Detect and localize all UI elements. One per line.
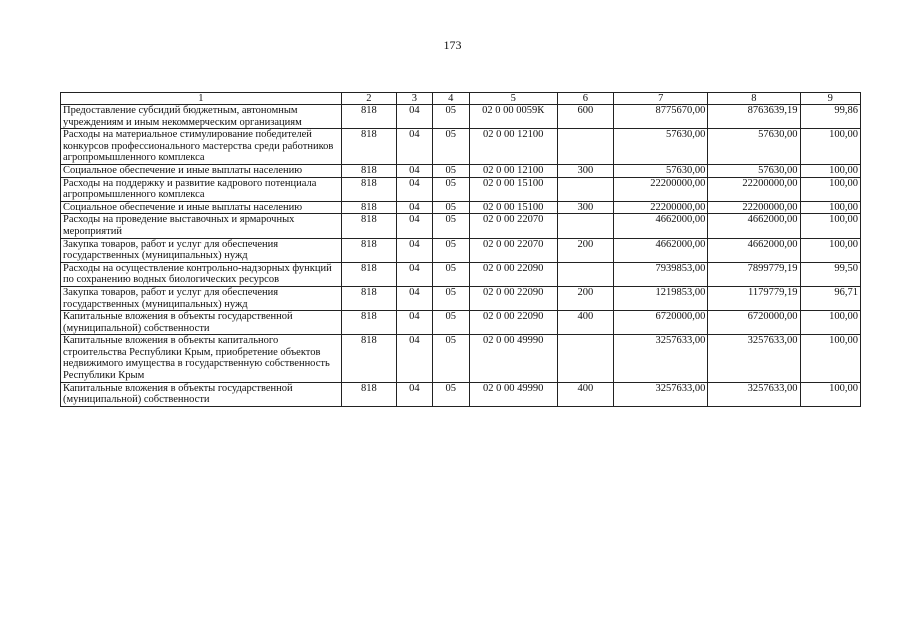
column-header-section: 3 — [396, 93, 432, 105]
table-row — [61, 238, 861, 262]
cell-target-article: 02 0 00 22090 — [469, 286, 557, 310]
column-header-expense-type: 6 — [557, 93, 613, 105]
cell-percent: 100,00 — [800, 164, 860, 177]
cell-executed: 3257633,00 — [708, 382, 800, 406]
table-row — [61, 382, 861, 406]
cell-target-article: 02 0 00 49990 — [469, 335, 557, 382]
cell-planned: 4662000,00 — [614, 214, 708, 238]
cell-percent: 100,00 — [800, 201, 860, 214]
cell-expense-type: 200 — [557, 238, 613, 262]
cell-percent: 100,00 — [800, 311, 860, 335]
cell-ministry-code: 818 — [341, 262, 396, 286]
column-header-subsection: 4 — [432, 93, 469, 105]
cell-subsection: 05 — [432, 105, 469, 129]
column-header-executed: 8 — [708, 93, 800, 105]
cell-planned: 4662000,00 — [614, 238, 708, 262]
table-row — [61, 201, 861, 214]
column-header-percent: 9 — [800, 93, 860, 105]
cell-name: Социальное обеспечение и иные выплаты населению — [61, 201, 342, 214]
cell-section: 04 — [396, 201, 432, 214]
cell-section: 04 — [396, 129, 432, 165]
cell-subsection: 05 — [432, 311, 469, 335]
cell-target-article: 02 0 00 22070 — [469, 238, 557, 262]
cell-target-article: 02 0 00 12100 — [469, 129, 557, 165]
cell-target-article: 02 0 00 15100 — [469, 201, 557, 214]
cell-section: 04 — [396, 177, 432, 201]
cell-ministry-code: 818 — [341, 129, 396, 165]
cell-subsection: 05 — [432, 382, 469, 406]
cell-subsection: 05 — [432, 262, 469, 286]
cell-percent: 100,00 — [800, 177, 860, 201]
column-header-planned: 7 — [614, 93, 708, 105]
cell-ministry-code: 818 — [341, 214, 396, 238]
cell-name: Расходы на материальное стимулирование победителей конкурсов профессионального мастерства среди работников агропромышленного комплекса — [61, 129, 342, 165]
page-number: 173 — [443, 38, 462, 52]
cell-executed: 22200000,00 — [708, 201, 800, 214]
cell-name: Капитальные вложения в объекты капитального строительства Республики Крым, приобретение объектов недвижимого имущества в государственную собственность Республики Крым — [61, 335, 342, 382]
table-row — [61, 129, 861, 165]
column-header-ministry-code: 2 — [341, 93, 396, 105]
cell-executed: 57630,00 — [708, 129, 800, 165]
cell-name: Закупка товаров, работ и услуг для обеспечения государственных (муниципальных) нужд — [61, 286, 342, 310]
cell-planned: 1219853,00 — [614, 286, 708, 310]
cell-percent: 100,00 — [800, 335, 860, 382]
cell-name: Социальное обеспечение и иные выплаты населению — [61, 164, 342, 177]
cell-percent: 100,00 — [800, 129, 860, 165]
cell-expense-type: 400 — [557, 382, 613, 406]
cell-ministry-code: 818 — [341, 335, 396, 382]
cell-expense-type — [557, 214, 613, 238]
cell-ministry-code: 818 — [341, 382, 396, 406]
cell-ministry-code: 818 — [341, 105, 396, 129]
cell-target-article: 02 0 00 22090 — [469, 311, 557, 335]
cell-executed: 7899779,19 — [708, 262, 800, 286]
cell-name: Расходы на поддержку и развитие кадрового потенциала агропромышленного комплекса — [61, 177, 342, 201]
cell-planned: 3257633,00 — [614, 382, 708, 406]
header-row — [61, 93, 861, 105]
cell-ministry-code: 818 — [341, 164, 396, 177]
cell-section: 04 — [396, 164, 432, 177]
cell-subsection: 05 — [432, 238, 469, 262]
cell-executed: 3257633,00 — [708, 335, 800, 382]
cell-ministry-code: 818 — [341, 311, 396, 335]
cell-percent: 99,86 — [800, 105, 860, 129]
cell-expense-type: 400 — [557, 311, 613, 335]
cell-executed: 4662000,00 — [708, 214, 800, 238]
cell-section: 04 — [396, 262, 432, 286]
cell-expense-type: 600 — [557, 105, 613, 129]
cell-target-article: 02 0 00 12100 — [469, 164, 557, 177]
cell-expense-type — [557, 177, 613, 201]
cell-expense-type — [557, 129, 613, 165]
table-row — [61, 262, 861, 286]
cell-percent: 99,50 — [800, 262, 860, 286]
cell-name: Расходы на проведение выставочных и ярмарочных мероприятий — [61, 214, 342, 238]
budget-table — [60, 92, 861, 407]
cell-expense-type — [557, 262, 613, 286]
cell-executed: 4662000,00 — [708, 238, 800, 262]
cell-target-article: 02 0 00 22090 — [469, 262, 557, 286]
cell-subsection: 05 — [432, 164, 469, 177]
cell-planned: 6720000,00 — [614, 311, 708, 335]
cell-planned: 57630,00 — [614, 129, 708, 165]
column-header-target-article: 5 — [469, 93, 557, 105]
cell-section: 04 — [396, 238, 432, 262]
column-header-name: 1 — [61, 93, 342, 105]
cell-subsection: 05 — [432, 129, 469, 165]
cell-section: 04 — [396, 105, 432, 129]
cell-expense-type: 200 — [557, 286, 613, 310]
cell-subsection: 05 — [432, 286, 469, 310]
cell-subsection: 05 — [432, 335, 469, 382]
cell-executed: 57630,00 — [708, 164, 800, 177]
cell-executed: 8763639,19 — [708, 105, 800, 129]
cell-percent: 100,00 — [800, 238, 860, 262]
cell-planned: 22200000,00 — [614, 201, 708, 214]
cell-planned: 22200000,00 — [614, 177, 708, 201]
table-row — [61, 335, 861, 382]
cell-subsection: 05 — [432, 214, 469, 238]
cell-ministry-code: 818 — [341, 177, 396, 201]
cell-executed: 22200000,00 — [708, 177, 800, 201]
cell-planned: 3257633,00 — [614, 335, 708, 382]
cell-ministry-code: 818 — [341, 201, 396, 214]
cell-expense-type: 300 — [557, 201, 613, 214]
cell-planned: 8775670,00 — [614, 105, 708, 129]
cell-subsection: 05 — [432, 177, 469, 201]
cell-planned: 57630,00 — [614, 164, 708, 177]
cell-section: 04 — [396, 286, 432, 310]
cell-target-article: 02 0 00 0059К — [469, 105, 557, 129]
table-row — [61, 177, 861, 201]
cell-section: 04 — [396, 311, 432, 335]
table-row — [61, 286, 861, 310]
cell-percent: 96,71 — [800, 286, 860, 310]
cell-section: 04 — [396, 214, 432, 238]
cell-name: Расходы на осуществление контрольно-надзорных функций по сохранению водных биологических ресурсов — [61, 262, 342, 286]
table-row — [61, 311, 861, 335]
cell-target-article: 02 0 00 49990 — [469, 382, 557, 406]
cell-percent: 100,00 — [800, 214, 860, 238]
cell-planned: 7939853,00 — [614, 262, 708, 286]
cell-target-article: 02 0 00 15100 — [469, 177, 557, 201]
cell-expense-type — [557, 335, 613, 382]
cell-ministry-code: 818 — [341, 238, 396, 262]
cell-percent: 100,00 — [800, 382, 860, 406]
table-row — [61, 105, 861, 129]
table-header — [61, 93, 861, 105]
table-row — [61, 214, 861, 238]
cell-name: Закупка товаров, работ и услуг для обеспечения государственных (муниципальных) нужд — [61, 238, 342, 262]
cell-subsection: 05 — [432, 201, 469, 214]
cell-name: Капитальные вложения в объекты государственной (муниципальной) собственности — [61, 311, 342, 335]
cell-section: 04 — [396, 335, 432, 382]
cell-expense-type: 300 — [557, 164, 613, 177]
cell-target-article: 02 0 00 22070 — [469, 214, 557, 238]
cell-executed: 6720000,00 — [708, 311, 800, 335]
cell-ministry-code: 818 — [341, 286, 396, 310]
cell-name: Капитальные вложения в объекты государственной (муниципальной) собственности — [61, 382, 342, 406]
cell-section: 04 — [396, 382, 432, 406]
table-body — [61, 105, 861, 407]
cell-name: Предоставление субсидий бюджетным, автономным учреждениям и иным некоммерческим организациям — [61, 105, 342, 129]
table-row — [61, 164, 861, 177]
cell-executed: 1179779,19 — [708, 286, 800, 310]
